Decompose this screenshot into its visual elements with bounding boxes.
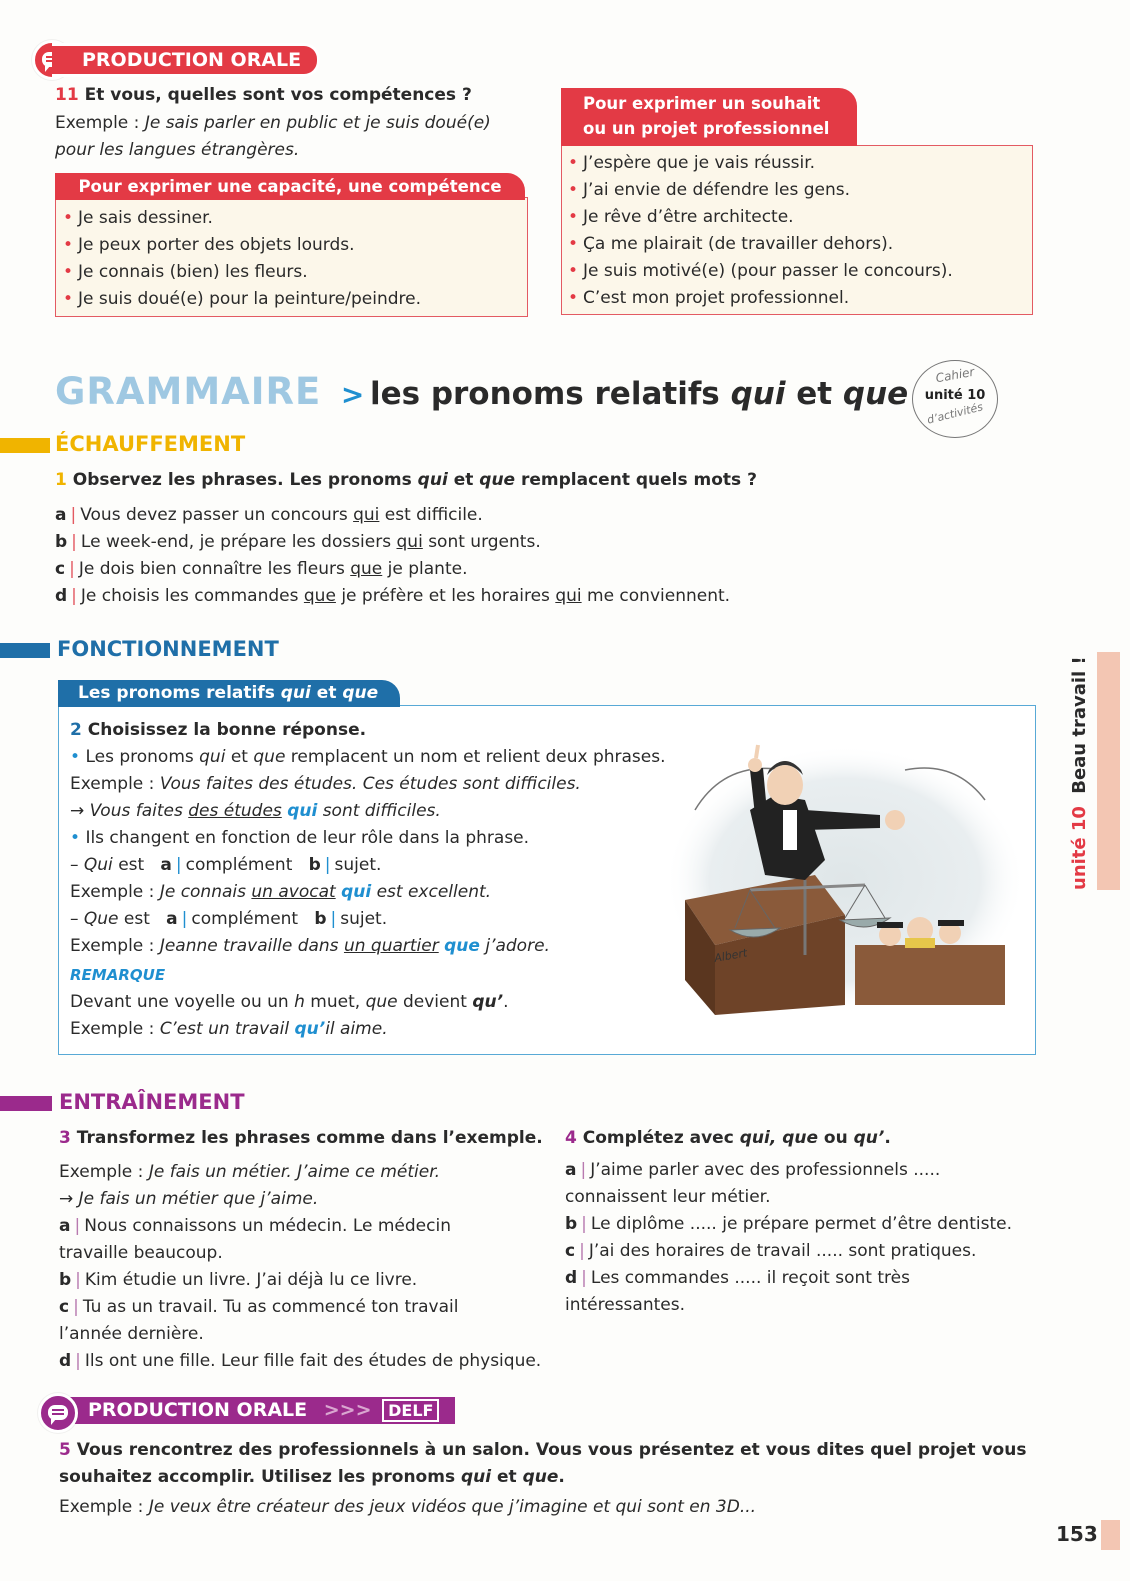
- entrainement-title: ENTRAÎNEMENT: [59, 1090, 245, 1114]
- list-item: • Je peux porter des objets lourds.: [63, 235, 355, 255]
- list-item: c | J’ai des horaires de travail ..... sont pratiques.: [565, 1241, 977, 1261]
- capacite-list: [63, 205, 421, 313]
- question-5-example: Exemple : Je veux être créateur des jeux vidéos que j’imagine et qui sont en 3D...: [59, 1497, 757, 1517]
- list-item: • Je connais (bien) les fleurs.: [63, 262, 308, 282]
- example-line: Exemple : Je fais un métier. J’aime ce métier.: [59, 1162, 441, 1182]
- fonctionnement-content: [70, 717, 666, 1043]
- production-orale-badge: [52, 43, 320, 77]
- echauffement-bar: [0, 438, 50, 453]
- list-item-cont: l’année dernière.: [59, 1324, 204, 1344]
- remarque-label: REMARQUE: [70, 966, 166, 984]
- question-3-body: [59, 1159, 541, 1375]
- cahier-activites-stamp: Cahier unité 10 d’activités: [912, 360, 998, 438]
- list-item: • Je suis motivé(e) (pour passer le concours).: [568, 261, 953, 281]
- choice-line: – Qui est a | complément b | sujet.: [70, 855, 382, 875]
- side-tab-bar: [1097, 652, 1120, 890]
- entrainement-bar: [0, 1096, 52, 1111]
- list-item: a | Vous devez passer un concours qui est difficile.: [55, 505, 483, 525]
- list-item: d | Ils ont une fille. Leur fille fait des études de physique.: [59, 1351, 542, 1371]
- choice-line: – Que est a | complément b | sujet.: [70, 909, 388, 929]
- lawyer-illustration: [655, 740, 1025, 1015]
- grammaire-heading: GRAMMAIRE > les pronoms relatifs qui et que: [55, 370, 909, 413]
- side-tab-label: unité 10 Beau travail !: [1069, 656, 1090, 890]
- fonctionnement-title: FONCTIONNEMENT: [57, 637, 279, 661]
- question-11-example-cont: pour les langues étrangères.: [55, 140, 300, 160]
- question-1: 1 Observez les phrases. Les pronoms qui et que remplacent quels mots ?: [55, 470, 757, 490]
- list-item: a | J’aime parler avec des professionnels .....: [565, 1160, 941, 1180]
- list-item: b | Le week-end, je prépare les dossiers qui sont urgents.: [55, 532, 541, 552]
- list-item: b | Le diplôme ..... je prépare permet d’être dentiste.: [565, 1214, 1012, 1234]
- list-item-cont: travaille beaucoup.: [59, 1243, 223, 1263]
- list-item: • Je sais dessiner.: [63, 208, 213, 228]
- list-item: b | Kim étudie un livre. J’ai déjà lu ce livre.: [59, 1270, 418, 1290]
- echauffement-title: ÉCHAUFFEMENT: [55, 432, 246, 456]
- speech-bubble-icon: [38, 1393, 78, 1433]
- question-4: 4 Complétez avec qui, que ou qu’.: [565, 1128, 891, 1148]
- example-line: Exemple : Jeanne travaille dans un quartier que j’adore.: [70, 936, 550, 956]
- question-5: 5 Vous rencontrez des professionnels à un salon. Vous vous présentez et vous dites quel projet vous souhaitez accomplir. Utilisez les pronoms qui et que.: [59, 1440, 1027, 1487]
- fonctionnement-bar: [0, 643, 50, 658]
- echauffement-list: [55, 502, 730, 610]
- page-number-tab: [1101, 1520, 1120, 1550]
- list-item: a | Nous connaissons un médecin. Le médecin: [59, 1216, 451, 1236]
- list-item: d | Les commandes ..... il reçoit sont très: [565, 1268, 910, 1288]
- souhait-list: [568, 150, 953, 312]
- example-line: Exemple : C’est un travail qu’il aime.: [70, 1019, 388, 1039]
- souhait-box-title: Pour exprimer un souhait ou un projet professionnel: [561, 88, 857, 146]
- example-line: Exemple : Vous faites des études. Ces études sont difficiles.: [70, 774, 581, 794]
- list-item: c | Tu as un travail. Tu as commencé ton travail: [59, 1297, 459, 1317]
- grammaire-label: GRAMMAIRE: [55, 370, 322, 413]
- list-item: • J’espère que je vais réussir.: [568, 153, 816, 173]
- capacite-box-title: Pour exprimer une capacité, une compétence: [55, 173, 525, 200]
- arrows-icon: >>>: [323, 1399, 372, 1421]
- illustration-signature: Albert: [713, 946, 749, 965]
- question-11: 11 Et vous, quelles sont vos compétences ?: [55, 85, 472, 105]
- example-line: Exemple : Je connais un avocat qui est excellent.: [70, 882, 492, 902]
- grammaire-title: les pronoms relatifs qui et que: [369, 376, 909, 412]
- page-number: 153: [1056, 1522, 1098, 1546]
- fonctionnement-box-title: Les pronoms relatifs qui et que: [58, 680, 400, 707]
- list-item: c | Je dois bien connaître les fleurs que je plante.: [55, 559, 468, 579]
- list-item: d | Je choisis les commandes que je préfère et les horaires qui me conviennent.: [55, 586, 731, 606]
- list-item: • C’est mon projet professionnel.: [568, 288, 850, 308]
- question-3: 3 Transformez les phrases comme dans l’exemple.: [59, 1128, 543, 1148]
- production-orale-label: PRODUCTION ORALE: [88, 1399, 308, 1421]
- list-item-cont: connaissent leur métier.: [565, 1187, 771, 1207]
- remarque-line: Devant une voyelle ou un h muet, que devient qu’.: [70, 992, 509, 1012]
- question-4-body: [565, 1157, 1012, 1319]
- list-item: • Je rêve d’être architecte.: [568, 207, 794, 227]
- list-item: • Je suis doué(e) pour la peinture/peindre.: [63, 289, 421, 309]
- question-2: 2 Choisissez la bonne réponse.: [70, 720, 367, 740]
- list-item: • J’ai envie de défendre les gens.: [568, 180, 850, 200]
- rule-line: • Les pronoms qui et que remplacent un nom et relient deux phrases.: [70, 747, 666, 767]
- production-orale-delf-badge: [60, 1397, 455, 1424]
- rule-line: • Ils changent en fonction de leur rôle dans la phrase.: [70, 828, 530, 848]
- question-11-text: Et vous, quelles sont vos compétences ?: [84, 85, 472, 105]
- example-line: → Vous faites des études qui sont difficiles.: [70, 801, 441, 821]
- example-line: → Je fais un métier que j’aime.: [59, 1189, 319, 1209]
- delf-badge: DELF: [382, 1399, 439, 1422]
- question-11-example: Exemple : Je sais parler en public et je suis doué(e): [55, 113, 491, 133]
- production-orale-label: PRODUCTION ORALE: [82, 49, 302, 71]
- list-item-cont: intéressantes.: [565, 1295, 685, 1315]
- list-item: • Ça me plairait (de travailler dehors).: [568, 234, 894, 254]
